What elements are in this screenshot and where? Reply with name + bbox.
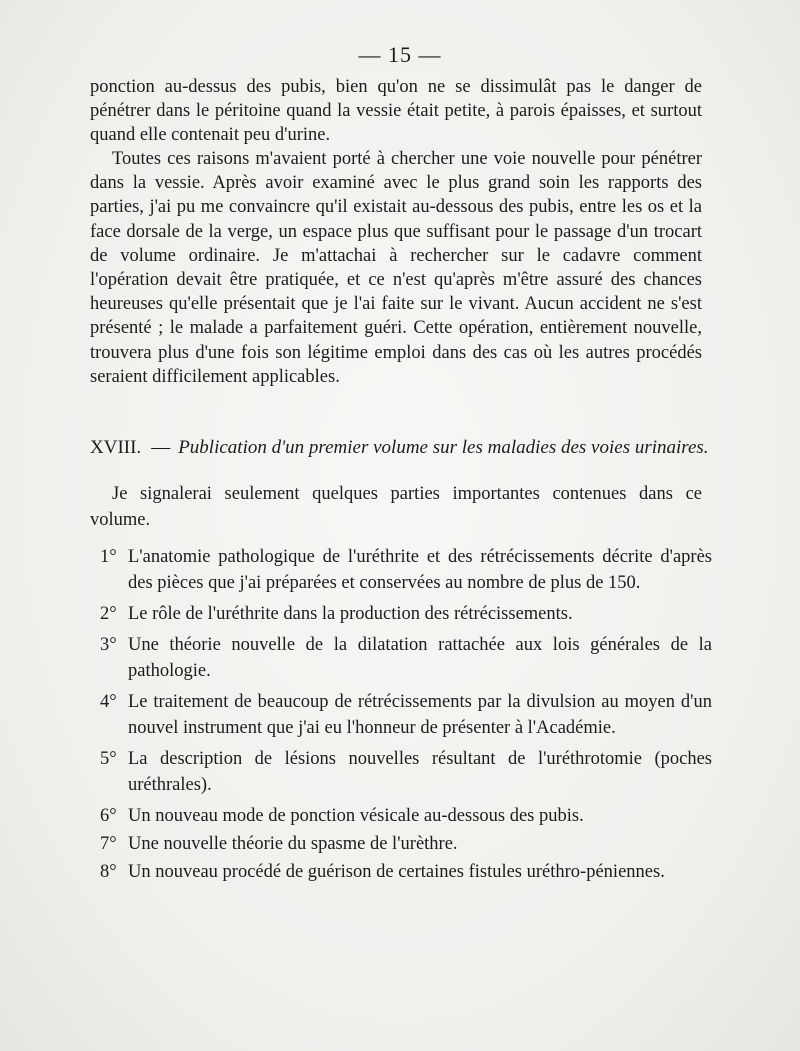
list-marker: 4° xyxy=(100,692,117,712)
list-item-text: Un nouveau mode de ponction vésicale au-dessous des pubis. xyxy=(128,806,584,826)
list-item xyxy=(100,803,712,829)
numbered-list xyxy=(100,544,712,887)
list-marker: 8° xyxy=(100,862,117,882)
list-item-text: Une théorie nouvelle de la dilatation rattachée aux lois générales de la pathologie. xyxy=(128,635,712,681)
list-item xyxy=(100,689,712,741)
list-item xyxy=(100,601,712,627)
list-item-text: L'anatomie pathologique de l'uréthrite et des rétrécissements décrite d'après des pièces que j'ai préparées et conservées au nombre de plus de 150. xyxy=(128,547,712,593)
paragraph-new-approach xyxy=(90,147,702,389)
list-marker: 6° xyxy=(100,806,117,826)
list-item-text: Une nouvelle théorie du spasme de l'urèthre. xyxy=(128,834,458,854)
list-marker: 3° xyxy=(100,635,117,655)
list-item xyxy=(100,544,712,596)
paragraph-text: ponction au-dessus des pubis, bien qu'on ne se dissimulât pas le danger de pénétrer dans le péritoine quand la vessie était petite, à parois épaisses, et surtout quand elle contenait peu d'urine. xyxy=(90,77,702,146)
list-item-text: Le rôle de l'uréthrite dans la production des rétrécissements. xyxy=(128,604,573,624)
list-marker: 7° xyxy=(100,834,117,854)
list-item xyxy=(100,632,712,684)
list-item-text: Un nouveau procédé de guérison de certaines fistules uréthro-péniennes. xyxy=(128,862,665,882)
page-number: — 15 — xyxy=(358,42,442,67)
section-title: Publication d'un premier volume sur les maladies des voies urinaires. xyxy=(178,437,709,458)
list-marker: 2° xyxy=(100,604,117,624)
list-item-text: La description de lésions nouvelles résultant de l'uréthrotomie (poches uréthrales). xyxy=(128,749,712,795)
paragraph-text: Toutes ces raisons m'avaient porté à chercher une voie nouvelle pour pénétrer dans la vessie. Après avoir examiné avec le plus grand soin les rapports des parties, j'ai pu me convaincre qu'il existait au-dessous des pubis, entre les os et la face dorsale de la verge, un espace plus que suffisant pour le passage d'un trocart de volume ordinaire. Je m'attachai à rechercher sur le cadavre comment l'opération devait être pratiquée, et ce n'est qu'après m'être assuré des chances heureuses qu'elle présentait que je l'ai faite sur le vivant. Aucun accident ne s'est présenté ; le malade a parfaitement guéri. Cette opération, entièrement nouvelle, trouvera plus d'une fois son légitime emploi dans des cas où les autres procédés seraient difficilement applicables. xyxy=(90,149,702,387)
section-number: XVIII. xyxy=(90,437,142,458)
section-heading xyxy=(90,436,710,460)
list-item-text: Le traitement de beaucoup de rétrécissements par la divulsion au moyen d'un nouvel instrument que j'ai eu l'honneur de présenter à l'Académie. xyxy=(128,692,712,738)
list-marker: 1° xyxy=(100,547,117,567)
section-intro: Je signalerai seulement quelques parties importantes contenues dans ce volume. xyxy=(90,484,702,530)
list-marker: 5° xyxy=(100,749,117,769)
paragraph-continuation xyxy=(90,75,702,148)
section-dash: — xyxy=(151,437,171,458)
list-item xyxy=(100,746,712,798)
list-item xyxy=(100,831,712,857)
list-item xyxy=(100,859,712,885)
